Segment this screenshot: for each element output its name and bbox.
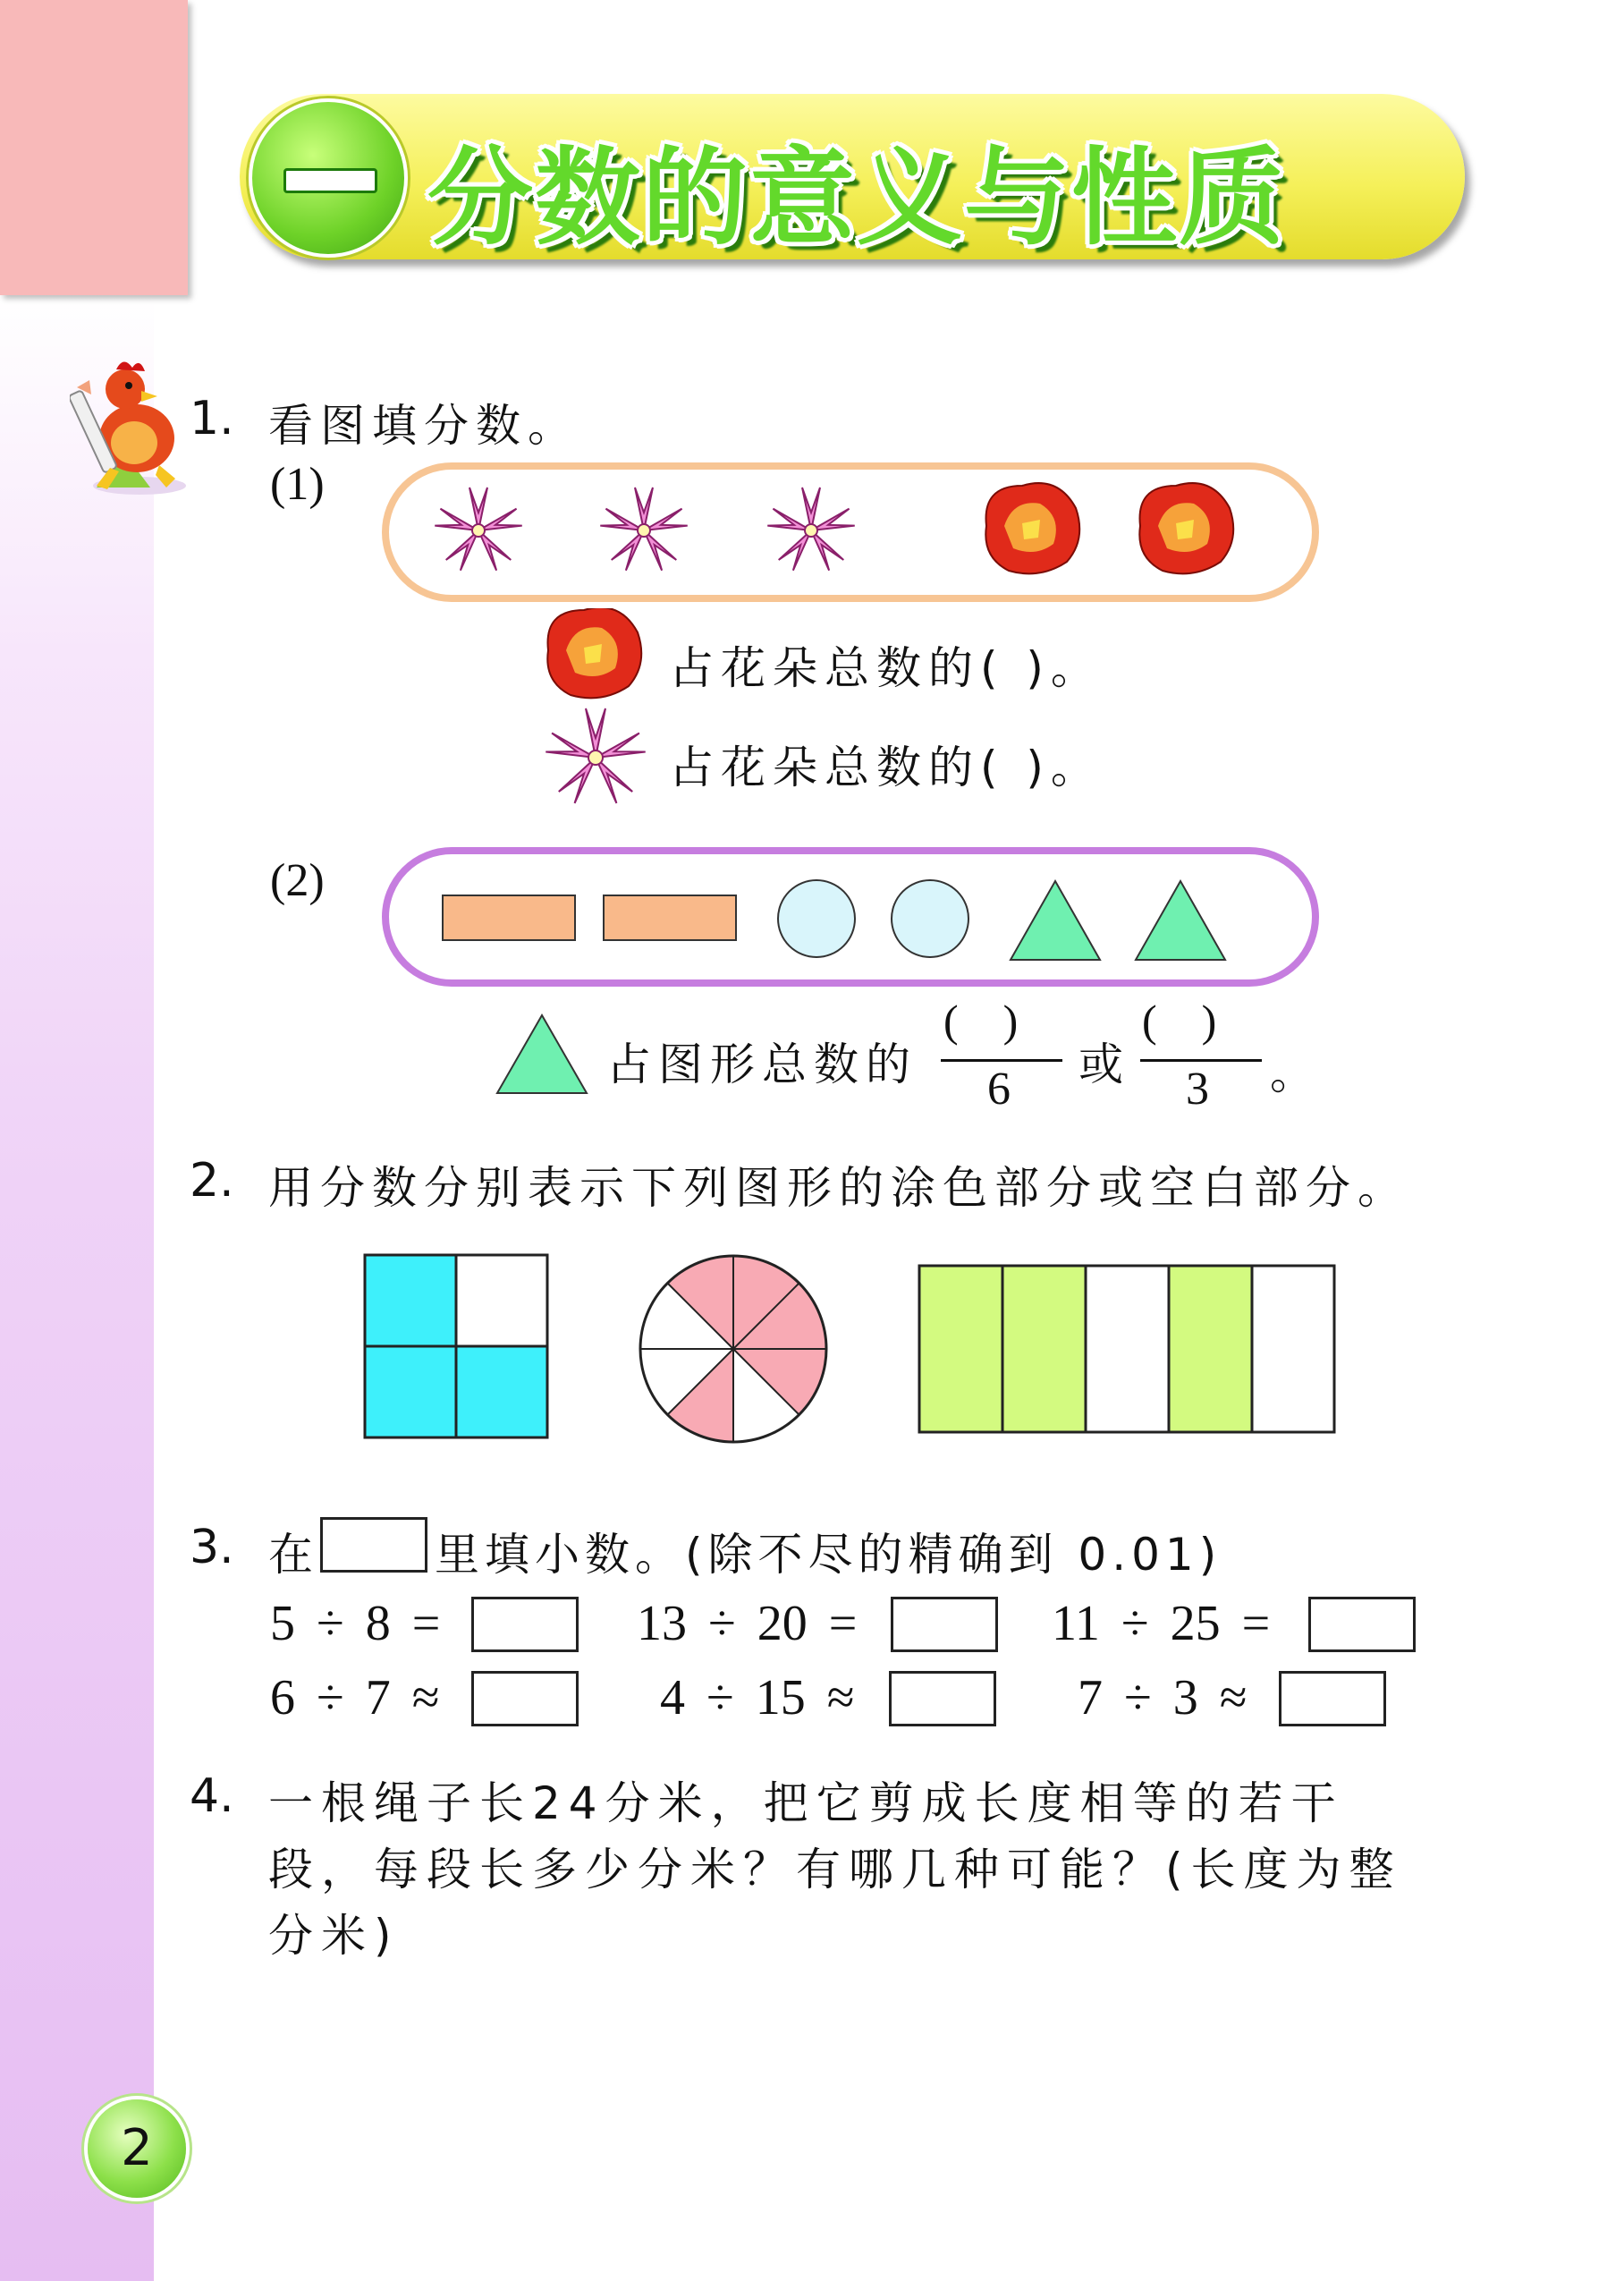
q3-expr: 11 ÷ 25 = — [1052, 1596, 1271, 1651]
green-triangle-icon — [495, 1011, 589, 1097]
red-flower-icon — [1139, 483, 1233, 573]
q2-circle-figure — [637, 1252, 830, 1446]
q3-answer-box[interactable] — [471, 1597, 579, 1652]
fraction1-numerator: ( ) — [943, 996, 1019, 1046]
page-number-badge — [88, 2099, 186, 2198]
chapter-number-text — [0, 0, 1, 1]
q3-expr: 7 ÷ 3 ≈ — [1078, 1670, 1248, 1726]
q2-number: 2. — [190, 1154, 234, 1208]
q3-answer-box[interactable] — [1279, 1671, 1386, 1726]
chapter-title: 分数的意义与性质 — [427, 136, 1287, 259]
q4-line2: 段，每段长多少分米？有哪几种可能？(长度为整 — [268, 1844, 1402, 1895]
pink-flower-icon — [767, 488, 854, 571]
orange-rectangle — [443, 895, 575, 940]
q3-example-box — [320, 1517, 427, 1573]
q2-bar-figure — [917, 1263, 1337, 1435]
q1-part2-text: 占图形总数的 — [606, 1039, 918, 1090]
q1-prompt: 看图填分数。 — [268, 400, 579, 452]
q4-line3: 分米) — [268, 1910, 400, 1962]
q3-answer-box[interactable] — [891, 1597, 998, 1652]
q4-line1: 一根绳子长24分米，把它剪成长度相等的若干 — [268, 1777, 1344, 1829]
fraction1-bar — [941, 1059, 1062, 1062]
blue-circle — [892, 880, 968, 957]
q3-expr: 4 ÷ 15 ≈ — [660, 1670, 855, 1726]
q3-answer-box[interactable] — [1308, 1597, 1416, 1652]
pink-flower-icon — [435, 488, 521, 571]
red-flower-icon — [541, 608, 644, 702]
fraction2-numerator: ( ) — [1142, 996, 1217, 1046]
q2-square-figure — [362, 1252, 550, 1440]
fraction2-denominator: 3 — [1186, 1064, 1209, 1115]
pink-flower-icon — [600, 488, 687, 571]
q1-shape-group — [380, 845, 1324, 988]
q3-expr: 6 ÷ 7 ≈ — [270, 1670, 440, 1726]
q1-flower-group — [380, 461, 1324, 604]
q1-number: 1. — [190, 392, 234, 445]
rooster-mascot-icon — [70, 353, 195, 501]
q3-prompt-after: 里填小数。(除不尽的精确到 0.01) — [435, 1529, 1222, 1581]
pink-flower-icon — [542, 707, 649, 810]
fraction1-denominator: 6 — [987, 1064, 1011, 1115]
q3-answer-box[interactable] — [889, 1671, 996, 1726]
page-number: 2 — [121, 2119, 153, 2177]
q1-part2-end: 。 — [1270, 1047, 1322, 1099]
q1-part2-or: 或 — [1078, 1039, 1130, 1090]
q3-answer-box[interactable] — [471, 1671, 579, 1726]
fraction2-bar — [1140, 1059, 1262, 1062]
green-triangle — [1011, 881, 1100, 960]
q1-part2-label: (2) — [270, 855, 325, 906]
q3-expr: 13 ÷ 20 = — [637, 1596, 858, 1651]
green-triangle — [1136, 881, 1225, 960]
left-sidebar-band — [0, 295, 154, 2281]
q3-number: 3. — [190, 1521, 234, 1574]
q4-number: 4. — [190, 1769, 234, 1823]
corner-tab — [0, 0, 188, 295]
blue-circle — [778, 880, 855, 957]
red-flower-icon — [985, 483, 1079, 573]
q1-part1-line2: 占花朵总数的( )。 — [669, 742, 1103, 793]
q2-prompt: 用分数分别表示下列图形的涂色部分或空白部分。 — [268, 1162, 1409, 1214]
q1-part1-line1: 占花朵总数的( )。 — [669, 642, 1103, 694]
q3-prompt-before: 在 — [268, 1529, 320, 1581]
orange-rectangle — [604, 895, 736, 940]
q1-part1-label: (1) — [270, 459, 325, 510]
chapter-number-glyph — [283, 168, 377, 193]
q3-expr: 5 ÷ 8 = — [270, 1596, 441, 1651]
